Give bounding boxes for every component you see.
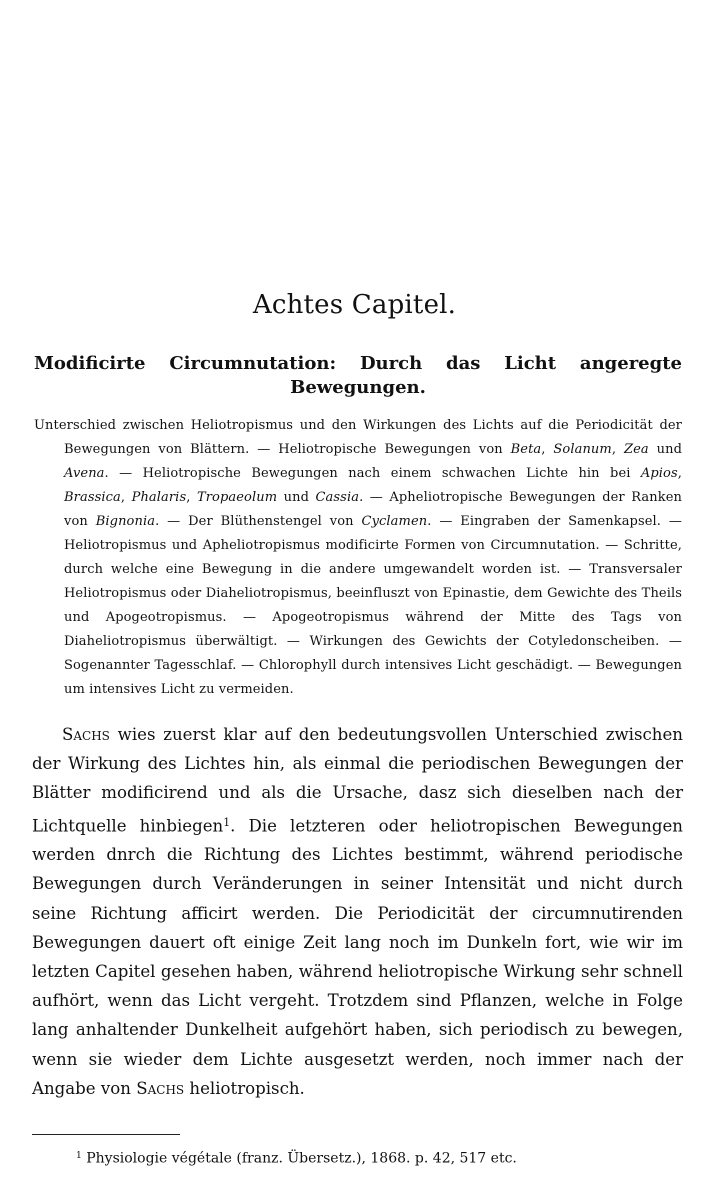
footnote-number: 1	[76, 1151, 82, 1161]
body-paragraph	[32, 720, 683, 1103]
synopsis-text: Unterschied zwischen Heliotropismus und den Wirkungen des Lichts auf die Periodicität der Bewegungen von Blättern. — Heliotropische Bewegungen von	[34, 418, 682, 457]
synopsis-text: . — Der Blüthenstengel von	[155, 514, 362, 529]
synopsis-genus: Avena	[64, 466, 105, 481]
synopsis-genus: Tropaeolum	[196, 490, 278, 505]
synopsis-text: . — Apheliotropische Bewegungen der Ranken von	[64, 490, 682, 529]
synopsis-text: und	[648, 442, 683, 457]
body-text: heliotropisch.	[184, 1078, 305, 1098]
synopsis-text: ,	[677, 466, 682, 481]
synopsis-text: und	[277, 490, 316, 505]
chapter-synopsis	[34, 414, 682, 702]
synopsis-text: ,	[611, 442, 624, 457]
synopsis-text: ,	[120, 490, 132, 505]
body-text: . Die letzteren oder heliotropischen Bewegungen werden dnrch die Richtung des Lichtes bestimmt, während periodische Bewegungen durch Veränderungen in seiner Intensität und nicht durch seine Richtung afficirt werden. Die Periodicität der circumnutirenden Bewegungen dauert oft einige Zeit lang noch im Dunkeln fort, wie wir im letzten Capitel gesehen haben, während heliotropische Wirkung sehr schnell aufhört, wenn das Licht vergeht. Trotzdem sind Pflanzen, welche in Folge lang anhaltender Dunkelheit aufgehört haben, sich periodisch zu bewegen, wenn sie wieder dem Lichte ausgesetzt werden, noch immer nach der Angabe von	[32, 816, 683, 1098]
synopsis-genus: Beta	[510, 442, 542, 457]
synopsis-text: . — Eingraben der Samenkapsel. — Heliotropismus und Apheliotropismus modificirte Formen von Circumnutation. — Schritte, durch welche eine Bewegung in die andere umgewandelt worden ist. — Transversaler Heliotropismus oder Diaheliotropismus, beeinfluszt von Epinastie, dem Gewichte des Theils und Apogeotropismus. — Apogeotropismus während der Mitte des Tags von Diaheliotropismus überwältigt. — Wirkungen des Gewichts der Cotyledonscheiben. — Sogenannter Tagesschlaf. — Chlorophyll durch intensives Licht geschädigt. — Bewegungen um intensives Licht zu vermeiden.	[64, 514, 683, 697]
synopsis-text: ,	[186, 490, 197, 505]
synopsis-genus: Apios	[640, 466, 678, 481]
synopsis-text: . — Heliotropische Bewegungen nach einem schwachen Lichte hin bei	[104, 466, 641, 481]
footnote-text: Physiologie végétale (franz. Übersetz.), 1868. p. 42, 517 etc.	[81, 1150, 517, 1167]
synopsis-genus: Brassica	[64, 490, 121, 505]
synopsis-genus: Cassia	[315, 490, 360, 505]
synopsis-genus: Bignonia	[95, 514, 156, 529]
chapter-subtitle: Modificirte Circumnutation: Durch das Licht angeregte Bewegungen.	[34, 353, 682, 398]
author-name: Sachs	[136, 1078, 185, 1098]
chapter-title: Achtes Capitel.	[252, 290, 457, 320]
footnote-divider	[32, 1134, 180, 1135]
synopsis-genus: Solanum	[553, 442, 612, 457]
synopsis-genus: Phalaris	[131, 490, 187, 505]
footnote-reference[interactable]: 1	[223, 815, 231, 829]
author-name: Sachs	[62, 725, 110, 744]
synopsis-genus: Cyclamen	[361, 514, 428, 529]
body-text: wies zuerst klar auf den bedeutungsvollen Unterschied zwischen der Wirkung des Lichtes hin, als einmal die periodischen Bewegungen der Blätter modificirend und als die Ursache, dasz sich dieselben nach der Lichtquelle hinbiegen	[32, 725, 683, 835]
synopsis-genus: Zea	[623, 442, 649, 457]
footnote	[76, 1146, 676, 1169]
synopsis-text: ,	[541, 442, 554, 457]
